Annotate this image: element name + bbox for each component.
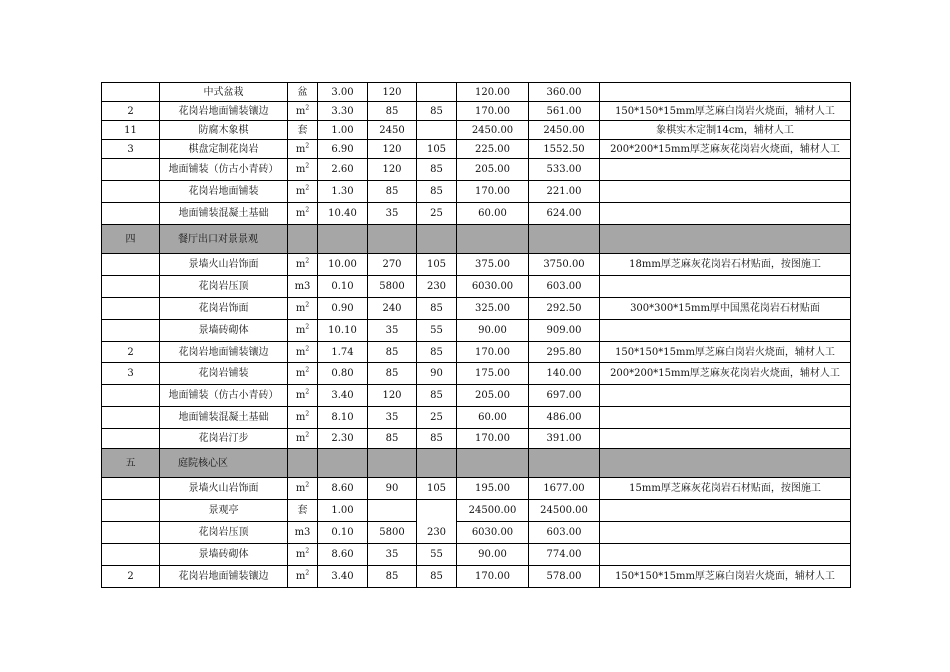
cell-c1: 85	[368, 102, 417, 121]
cell-price: 205.00	[457, 385, 529, 407]
cell-c1: 85	[368, 181, 417, 203]
cell-unit: $m^2$	[288, 342, 318, 363]
cell-qty: 3.00	[318, 83, 368, 102]
cell-name: 花岗岩地面铺装	[160, 181, 288, 203]
cell-price: 170.00	[457, 102, 529, 121]
cell-note	[600, 320, 851, 342]
cell-price: 170.00	[457, 342, 529, 363]
cell-price: 325.00	[457, 298, 529, 320]
cell-c1: 120	[368, 140, 417, 159]
cell-no: 四	[102, 225, 160, 254]
cell-name: 花岗岩汀步	[160, 429, 288, 449]
cell-c2: 85	[417, 102, 457, 121]
cell-c1	[368, 500, 417, 522]
cell-note	[600, 276, 851, 298]
cell-no: 2	[102, 342, 160, 363]
cell-c1: 120	[368, 83, 417, 102]
cost-table	[101, 82, 851, 588]
cell-c1: 35	[368, 407, 417, 429]
cell-qty: 0.10	[318, 276, 368, 298]
table-body	[102, 83, 851, 588]
cell-total: 295.80	[529, 342, 600, 363]
cell-c2	[417, 121, 457, 140]
cell-no: 2	[102, 102, 160, 121]
cell-unit: 套	[288, 121, 318, 140]
table-row	[102, 140, 851, 159]
cell-c2: 85	[417, 385, 457, 407]
cell-no	[102, 429, 160, 449]
cell-name: 花岗岩饰面	[160, 298, 288, 320]
cell-c2	[417, 500, 457, 522]
cell-c1: 5800	[368, 522, 417, 544]
cell-note	[600, 522, 851, 544]
cell-unit: m3	[288, 276, 318, 298]
table-row	[102, 83, 851, 102]
cell-no	[102, 298, 160, 320]
cell-total: 561.00	[529, 102, 600, 121]
cell-unit: $m^2$	[288, 566, 318, 588]
cell-no	[102, 522, 160, 544]
cell-unit: $m^2$	[288, 181, 318, 203]
cell-name: 景墙火山岩饰面	[160, 478, 288, 500]
cell-qty: 1.00	[318, 500, 368, 522]
cell-c2	[417, 449, 457, 478]
cell-c1: 85	[368, 342, 417, 363]
cell-total: 603.00	[529, 522, 600, 544]
cell-total: 1552.50	[529, 140, 600, 159]
cell-note	[600, 83, 851, 102]
cell-name: 景墙火山岩饰面	[160, 254, 288, 276]
table-row	[102, 500, 851, 522]
cell-qty: 1.74	[318, 342, 368, 363]
cell-c2: 105	[417, 140, 457, 159]
cell-note	[600, 544, 851, 566]
cell-no: 五	[102, 449, 160, 478]
cell-no	[102, 500, 160, 522]
cell-c2: 85	[417, 298, 457, 320]
cell-c2: 55	[417, 320, 457, 342]
cell-note: 18mm厚芝麻灰花岗岩石材贴面，按图施工	[600, 254, 851, 276]
cell-total	[529, 449, 600, 478]
cell-note	[600, 449, 851, 478]
cell-c1: 120	[368, 385, 417, 407]
cell-c1: 35	[368, 320, 417, 342]
cell-no	[102, 320, 160, 342]
cell-note: 150*150*15mm厚芝麻白岗岩火烧面，辅材人工	[600, 102, 851, 121]
cell-price: 195.00	[457, 478, 529, 500]
cell-note	[600, 225, 851, 254]
cell-name: 防腐木象棋	[160, 121, 288, 140]
cell-price: 170.00	[457, 566, 529, 588]
cell-note: 150*150*15mm厚芝麻白岗岩火烧面，辅材人工	[600, 342, 851, 363]
cell-note: 150*150*15mm厚芝麻白岗岩火烧面，辅材人工	[600, 566, 851, 588]
cell-qty: 8.60	[318, 544, 368, 566]
cell-name: 花岗岩地面铺装镶边	[160, 342, 288, 363]
cell-note: 15mm厚芝麻灰花岗岩石材贴面，按图施工	[600, 478, 851, 500]
cell-c1: 2450	[368, 121, 417, 140]
cell-c1: 120	[368, 159, 417, 181]
cell-price: 225.00	[457, 140, 529, 159]
cell-unit: $m^2$	[288, 102, 318, 121]
cell-no: 3	[102, 140, 160, 159]
cell-name: 餐厅出口对景景观	[160, 225, 288, 254]
cell-qty: 2.30	[318, 429, 368, 449]
cell-c2: 25	[417, 203, 457, 225]
cell-total: 1677.00	[529, 478, 600, 500]
cell-unit: $m^2$	[288, 320, 318, 342]
cell-name: 景墙砖砌体	[160, 320, 288, 342]
cell-qty: 3.40	[318, 566, 368, 588]
cell-price: 6030.00	[457, 276, 529, 298]
cell-qty: 3.40	[318, 385, 368, 407]
cell-no	[102, 83, 160, 102]
cell-name: 花岗岩地面铺装镶边	[160, 566, 288, 588]
cell-unit: $m^2$	[288, 203, 318, 225]
cell-no: 2	[102, 566, 160, 588]
cell-c1: 85	[368, 429, 417, 449]
cell-qty: 10.00	[318, 254, 368, 276]
cell-note	[600, 385, 851, 407]
cell-price: 170.00	[457, 429, 529, 449]
table-row	[102, 159, 851, 181]
cell-c1	[368, 225, 417, 254]
cell-c2: 55	[417, 544, 457, 566]
cell-note	[600, 159, 851, 181]
cell-price: 205.00	[457, 159, 529, 181]
cell-note	[600, 407, 851, 429]
cell-qty: 10.10	[318, 320, 368, 342]
cell-price: 6030.00	[457, 522, 529, 544]
cell-unit: $m^2$	[288, 429, 318, 449]
cell-qty: 3.30	[318, 102, 368, 121]
cell-no: 11	[102, 121, 160, 140]
cell-c2: 230	[417, 276, 457, 298]
cell-unit: $m^2$	[288, 254, 318, 276]
cell-price: 90.00	[457, 320, 529, 342]
cell-note: 200*200*15mm厚芝麻灰花岗岩火烧面，辅材人工	[600, 363, 851, 385]
table-row	[102, 544, 851, 566]
cell-price: 2450.00	[457, 121, 529, 140]
cell-total: 774.00	[529, 544, 600, 566]
table-row	[102, 566, 851, 588]
cell-c2: 90	[417, 363, 457, 385]
cell-name: 地面铺装（仿古小青砖）	[160, 385, 288, 407]
table-row	[102, 478, 851, 500]
cell-name: 花岗岩压顶	[160, 522, 288, 544]
cell-total: 624.00	[529, 203, 600, 225]
cell-price: 60.00	[457, 407, 529, 429]
cell-qty	[318, 225, 368, 254]
cell-c1: 35	[368, 203, 417, 225]
cell-name: 地面铺装（仿古小青砖）	[160, 159, 288, 181]
cell-total: 2450.00	[529, 121, 600, 140]
cell-qty	[318, 449, 368, 478]
cell-total: 697.00	[529, 385, 600, 407]
cell-total: 140.00	[529, 363, 600, 385]
cell-price: 170.00	[457, 181, 529, 203]
cell-name: 花岗岩铺装	[160, 363, 288, 385]
cell-c2: 230	[417, 522, 457, 544]
cell-unit: $m^2$	[288, 298, 318, 320]
cell-no	[102, 276, 160, 298]
cell-qty: 8.10	[318, 407, 368, 429]
cell-c1: 90	[368, 478, 417, 500]
cell-price: 60.00	[457, 203, 529, 225]
cell-c2: 85	[417, 566, 457, 588]
cell-c2: 85	[417, 159, 457, 181]
cell-c1: 240	[368, 298, 417, 320]
cell-c2: 105	[417, 478, 457, 500]
table-row	[102, 320, 851, 342]
cell-qty: 0.80	[318, 363, 368, 385]
cell-unit: $m^2$	[288, 159, 318, 181]
cell-total: 603.00	[529, 276, 600, 298]
table-row	[102, 429, 851, 449]
cell-c2: 25	[417, 407, 457, 429]
cell-price: 24500.00	[457, 500, 529, 522]
cell-name: 地面铺装混凝土基础	[160, 407, 288, 429]
cell-unit: $m^2$	[288, 363, 318, 385]
cell-total: 533.00	[529, 159, 600, 181]
cell-total: 292.50	[529, 298, 600, 320]
cell-c2: 105	[417, 254, 457, 276]
cell-unit: 套	[288, 500, 318, 522]
cell-qty: 1.00	[318, 121, 368, 140]
cell-total: 391.00	[529, 429, 600, 449]
cell-c2	[417, 225, 457, 254]
section-row	[102, 225, 851, 254]
cell-no	[102, 478, 160, 500]
cell-unit: m3	[288, 522, 318, 544]
cell-c2	[417, 83, 457, 102]
cell-c1: 270	[368, 254, 417, 276]
table-row	[102, 102, 851, 121]
cell-c1: 85	[368, 363, 417, 385]
cell-name: 地面铺装混凝土基础	[160, 203, 288, 225]
cell-total: 221.00	[529, 181, 600, 203]
cell-c1: 5800	[368, 276, 417, 298]
cell-price	[457, 449, 529, 478]
cell-no: 3	[102, 363, 160, 385]
cell-total: 360.00	[529, 83, 600, 102]
cell-qty: 8.60	[318, 478, 368, 500]
cell-note: 象棋实木定制14cm，辅材人工	[600, 121, 851, 140]
cell-total: 578.00	[529, 566, 600, 588]
cell-unit: $m^2$	[288, 385, 318, 407]
cell-note	[600, 203, 851, 225]
cell-qty: 1.30	[318, 181, 368, 203]
cell-unit: $m^2$	[288, 478, 318, 500]
cell-unit	[288, 449, 318, 478]
table-row	[102, 298, 851, 320]
cell-no	[102, 159, 160, 181]
cell-name: 棋盘定制花岗岩	[160, 140, 288, 159]
cell-c2: 85	[417, 181, 457, 203]
cell-unit: $m^2$	[288, 407, 318, 429]
cell-total: 486.00	[529, 407, 600, 429]
table-row	[102, 342, 851, 363]
cell-qty: 0.10	[318, 522, 368, 544]
cell-name: 中式盆栽	[160, 83, 288, 102]
cell-no	[102, 254, 160, 276]
table-row	[102, 181, 851, 203]
cell-qty: 2.60	[318, 159, 368, 181]
cell-name: 花岗岩地面铺装镶边	[160, 102, 288, 121]
section-row	[102, 449, 851, 478]
cell-unit	[288, 225, 318, 254]
table-row	[102, 385, 851, 407]
cell-qty: 0.90	[318, 298, 368, 320]
cell-name: 庭院核心区	[160, 449, 288, 478]
cell-note	[600, 181, 851, 203]
cell-unit: $m^2$	[288, 544, 318, 566]
cell-c2: 85	[417, 429, 457, 449]
cell-note	[600, 500, 851, 522]
table-row	[102, 121, 851, 140]
cell-total	[529, 225, 600, 254]
cell-c1: 35	[368, 544, 417, 566]
cell-name: 花岗岩压顶	[160, 276, 288, 298]
cell-price: 375.00	[457, 254, 529, 276]
table-row	[102, 407, 851, 429]
cell-note	[600, 429, 851, 449]
cell-no	[102, 544, 160, 566]
cell-qty: 6.90	[318, 140, 368, 159]
cell-total: 3750.00	[529, 254, 600, 276]
cell-price: 175.00	[457, 363, 529, 385]
cell-price: 120.00	[457, 83, 529, 102]
cell-no	[102, 385, 160, 407]
cell-no	[102, 181, 160, 203]
cell-total: 24500.00	[529, 500, 600, 522]
cell-c1	[368, 449, 417, 478]
cell-note: 300*300*15mm厚中国黑花岗岩石材贴面	[600, 298, 851, 320]
table-row	[102, 363, 851, 385]
cell-no	[102, 407, 160, 429]
cell-no	[102, 203, 160, 225]
cell-c1: 85	[368, 566, 417, 588]
cell-unit: 盆	[288, 83, 318, 102]
cell-price	[457, 225, 529, 254]
cell-note: 200*200*15mm厚芝麻灰花岗岩火烧面，辅材人工	[600, 140, 851, 159]
cell-unit: $m^2$	[288, 140, 318, 159]
cell-c2: 85	[417, 342, 457, 363]
cell-total: 909.00	[529, 320, 600, 342]
cell-name: 景墙砖砌体	[160, 544, 288, 566]
table-row	[102, 276, 851, 298]
cell-price: 90.00	[457, 544, 529, 566]
cell-name: 景观亭	[160, 500, 288, 522]
table-row	[102, 254, 851, 276]
cell-qty: 10.40	[318, 203, 368, 225]
table-row	[102, 203, 851, 225]
table-row	[102, 522, 851, 544]
